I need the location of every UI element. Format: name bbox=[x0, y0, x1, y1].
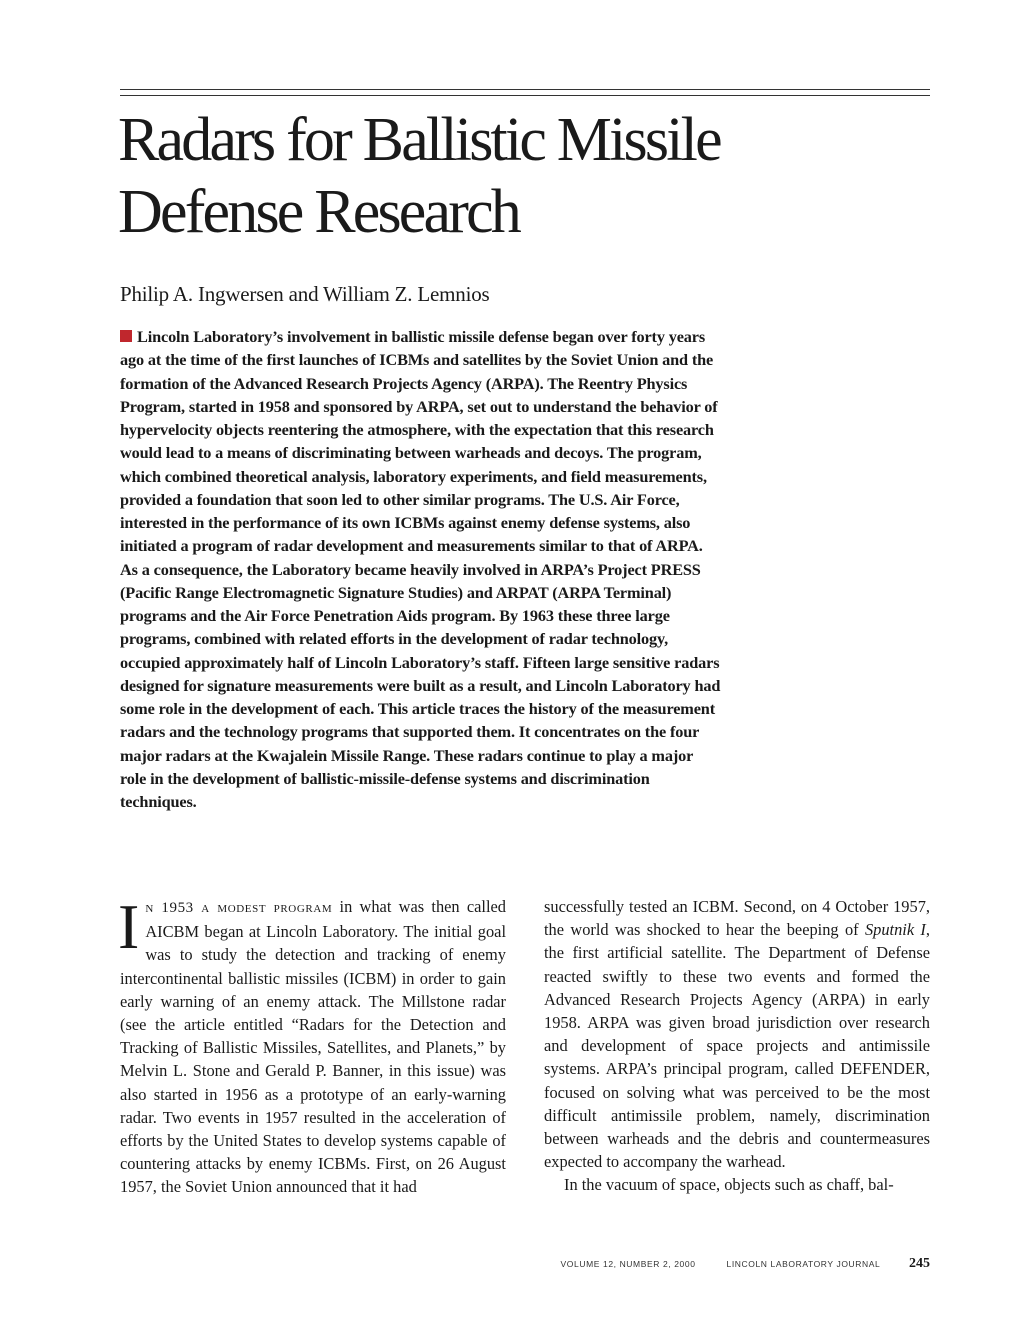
abstract bbox=[120, 325, 722, 813]
body-paragraph bbox=[118, 891, 506, 1199]
title-line-1: Radars for Ballistic Missile bbox=[118, 106, 720, 174]
red-square-marker-icon bbox=[120, 330, 132, 342]
page-number: 245 bbox=[909, 1256, 930, 1271]
body-paragraph bbox=[544, 895, 930, 1173]
body-text: successfully tested an ICBM. Second, on 4 October 1957, the world was shocked to hear the beeping of bbox=[544, 897, 930, 940]
title-line-2: Defense Research bbox=[118, 178, 520, 246]
lead-in-small-caps: n 1953 a modest program bbox=[145, 900, 333, 916]
body-paragraph: In the vacuum of space, objects such as chaff, bal- bbox=[564, 1175, 894, 1195]
footer-journal: LINCOLN LABORATORY JOURNAL bbox=[726, 1259, 881, 1269]
article-title bbox=[118, 104, 918, 248]
body-column-right bbox=[544, 895, 930, 1197]
abstract-text: Lincoln Laboratory’s involvement in ballistic missile defense began over forty years ago at the time of the first launches of ICBMs and satellites by the Soviet Union and the formation of the Advanced Research Projects Agency (ARPA). The Reentry Physics Program, started in 1958 and sponsored by ARPA, set out to understand the behavior of hypervelocity objects reentering the atmosphere, with the expectation that this research would lead to a means of discriminating between warheads and decoys. The program, which combined theoretical analysis, laboratory experiments, and field measurements, provided a foundation that soon led to other similar programs. The U.S. Air Force, interested in the performance of its own ICBMs against enemy defense systems, also initiated a program of radar development and measurements similar to that of ARPA. As a consequence, the Laboratory became heavily involved in ARPA’s Project PRESS (Pacific Range Electromagnetic Signature Studies) and ARPAT (ARPA Terminal) programs and the Air Force Penetration Aids program. By 1963 these three large programs, combined with related efforts in the development of radar technology, occupied approximately half of Lincoln Laboratory’s staff. Fifteen large sensitive radars designed for signature measurements were built as a result, and Lincoln Laboratory had some role in the development of each. This article traces the history of the measurement radars and the technology programs that supported them. It concentrates on the four major radars at the Kwajalein Missile Range. These radars continue to play a major role in the development of ballistic-missile-defense systems and discrimination techniques. bbox=[120, 327, 721, 811]
body-text: in what was then called AICBM began at Lincoln Laboratory. The initial goal was to study the detection and tracking of enemy intercontinental ballistic missiles (ICBM) in order to gain early warning of an enemy attack. The Millstone radar (see the article entitled “Radars for the Detection and Tracking of Ballistic Missiles, Satellites, and Planets,” by Melvin L. Stone and Gerald P. Banner, in this issue) was also started in 1956 as a prototype of an early-warning radar. Two events in 1957 resulted in the acceleration of efforts by the United States to develop systems capable of countering attacks by enemy ICBMs. First, on 26 August 1957, the Soviet Union announced that it had bbox=[120, 897, 506, 1197]
footer-volume: VOLUME 12, NUMBER 2, 2000 bbox=[560, 1259, 696, 1269]
header-rule-bottom bbox=[120, 95, 930, 96]
page-footer bbox=[533, 1256, 930, 1272]
body-text: , the first artificial satellite. The Department of Defense reacted swiftly to these two events and formed the Advanced Research Projects Agency (ARPA) in early 1958. ARPA was given broad jurisdiction over research and development of space projects and antimissile systems. ARPA’s principal program, called DEFENDER, focused on solving what was perceived to be the most difficult antimissile problem, namely, discrimination between warheads and the debris and countermeasures expected to accompany the warhead. bbox=[544, 920, 930, 1172]
author-byline: Philip A. Ingwersen and William Z. Lemnios bbox=[120, 282, 490, 306]
drop-cap: I bbox=[118, 891, 140, 962]
header-rule-top bbox=[120, 89, 930, 90]
body-column-left bbox=[118, 891, 506, 1199]
body-text-italic: Sputnik I bbox=[864, 920, 926, 940]
